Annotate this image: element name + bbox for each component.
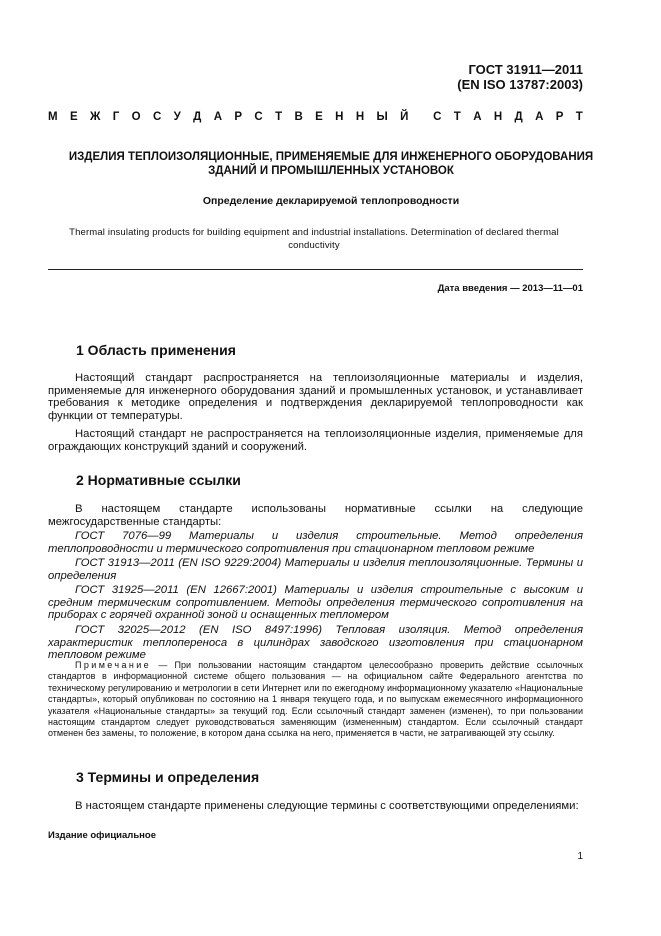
banner-letter: А	[473, 111, 482, 123]
standard-code-en-iso: (EN ISO 13787:2003)	[457, 77, 583, 92]
reference-gost-32025: ГОСТ 32025—2012 (EN ISO 8497:1996) Тепловая изоляция. Метод определения характеристик теплопереноса в цилиндрах заводского изготовления при стационарном тепловом режиме	[48, 624, 584, 662]
english-title: Thermal insulating products for building equipment and industrial installations. Determination of declared thermal conductivity	[69, 227, 559, 251]
banner-letter: С	[152, 111, 162, 123]
banner-letter: С	[433, 111, 442, 123]
section-1-heading: 1 Область применения	[76, 342, 236, 358]
banner-letter: Д	[514, 111, 523, 123]
banner-letter: Т	[275, 111, 283, 123]
reference-gost-31913: ГОСТ 31913—2011 (EN ISO 9229:2004) Материалы и изделия теплоизоляционные. Термины и определения	[48, 557, 583, 582]
banner-letter: Е	[69, 111, 78, 123]
standard-code-gost: ГОСТ 31911—2011	[468, 62, 583, 77]
introduction-date: Дата введения — 2013—11—01	[437, 283, 583, 294]
banner-letter: А	[213, 111, 223, 123]
banner-letter: Д	[193, 111, 202, 123]
banner-letter: Е	[315, 111, 323, 123]
document-title	[48, 150, 614, 178]
reference-gost-31925: ГОСТ 31925—2011 (EN 12667:2001) Материалы и изделия строительные с высоким и средним термическим сопротивлением. Методы определения термического сопротивления на приборах с горячей охранной зоной и оснащенных тепломером	[48, 584, 584, 622]
reference-gost-7076: ГОСТ 7076—99 Материалы и изделия строительные. Метод определения теплопроводности и термического сопротивления при стационарном тепловом режиме	[48, 530, 583, 555]
banner-letter: Н	[493, 111, 503, 123]
section-1-paragraph-2: Настоящий стандарт не распространяется на теплоизоляционные изделия, применяемые для ограждающих конструкций зданий и сооружений.	[48, 428, 583, 453]
note-text: — При пользовании настоящим стандартом целесообразно проверить действие ссылочных стандартов в информационной системе общего пользования — на официальном сайте Федерального агентства по техническому регулированию и метрологии в сети Интернет или по ежегодному информационному указателю «Национальные стандарты», который опубликован по состоянию на 1 января текущего года, и по выпускам ежемесячного информационного указателя «Национальные стандарты» за текущий год. Если ссылочный стандарт заменен (изменен), то при пользовании настоящим стандартом следует руководствоваться заменяющим (измененным) стандартом. Если ссылочный стандарт отменен без замены, то положение, в котором дана ссылка на него, применяется в части, не затрагивающей эту ссылку.	[48, 660, 583, 739]
banner-letter: У	[173, 111, 181, 123]
note-label: Примечание	[75, 660, 152, 670]
banner-letter: Й	[400, 111, 409, 123]
section-3-heading: 3 Термины и определения	[76, 769, 260, 785]
section-2-heading: 2 Нормативные ссылки	[76, 472, 241, 488]
section-2-intro: В настоящем стандарте использованы нормативные ссылки на следующие межгосударственные стандарты:	[48, 503, 583, 528]
banner-letter: С	[254, 111, 263, 123]
title-line-1: ИЗДЕЛИЯ ТЕПЛОИЗОЛЯЦИОННЫЕ, ПРИМЕНЯЕМЫЕ ДЛЯ ИНЖЕНЕРНОГО ОБОРУДОВАНИЯ	[68, 151, 594, 163]
note	[48, 660, 583, 740]
banner-letter: Р	[555, 111, 564, 123]
document-subtitle: Определение декларируемой теплопроводности	[202, 195, 460, 207]
standard-code	[457, 62, 583, 92]
banner-letter: М	[48, 111, 58, 123]
title-line-2: ЗДАНИЙ И ПРОМЫШЛЕННЫХ УСТАНОВОК	[208, 165, 454, 177]
banner-letter: Т	[453, 111, 461, 123]
banner-letter: Н	[355, 111, 365, 123]
section-1-paragraph-1: Настоящий стандарт распространяется на теплоизоляционные материалы и изделия, применяемые для инженерного оборудования зданий и промышленных установок, и устанавливает требования к методике определения и подтверждения декларируемой теплопроводности как функции от температуры.	[48, 372, 583, 422]
banner-letter: О	[131, 111, 141, 123]
banner-letter: А	[535, 111, 544, 123]
title-divider	[48, 269, 583, 270]
banner-letter: Т	[575, 111, 583, 123]
banner-letter: Н	[335, 111, 344, 123]
banner-letter: В	[294, 111, 303, 123]
banner-letter: Ы	[376, 111, 388, 123]
banner-letter: Ж	[89, 111, 101, 123]
interstate-standard-banner	[48, 111, 583, 123]
banner-letter: Р	[234, 111, 243, 123]
banner-letter: Г	[112, 111, 120, 123]
official-edition-label: Издание официальное	[48, 830, 156, 841]
section-3-intro: В настоящем стандарте применены следующие термины с соответствующими определениями:	[75, 800, 579, 812]
page-number: 1	[577, 851, 583, 862]
